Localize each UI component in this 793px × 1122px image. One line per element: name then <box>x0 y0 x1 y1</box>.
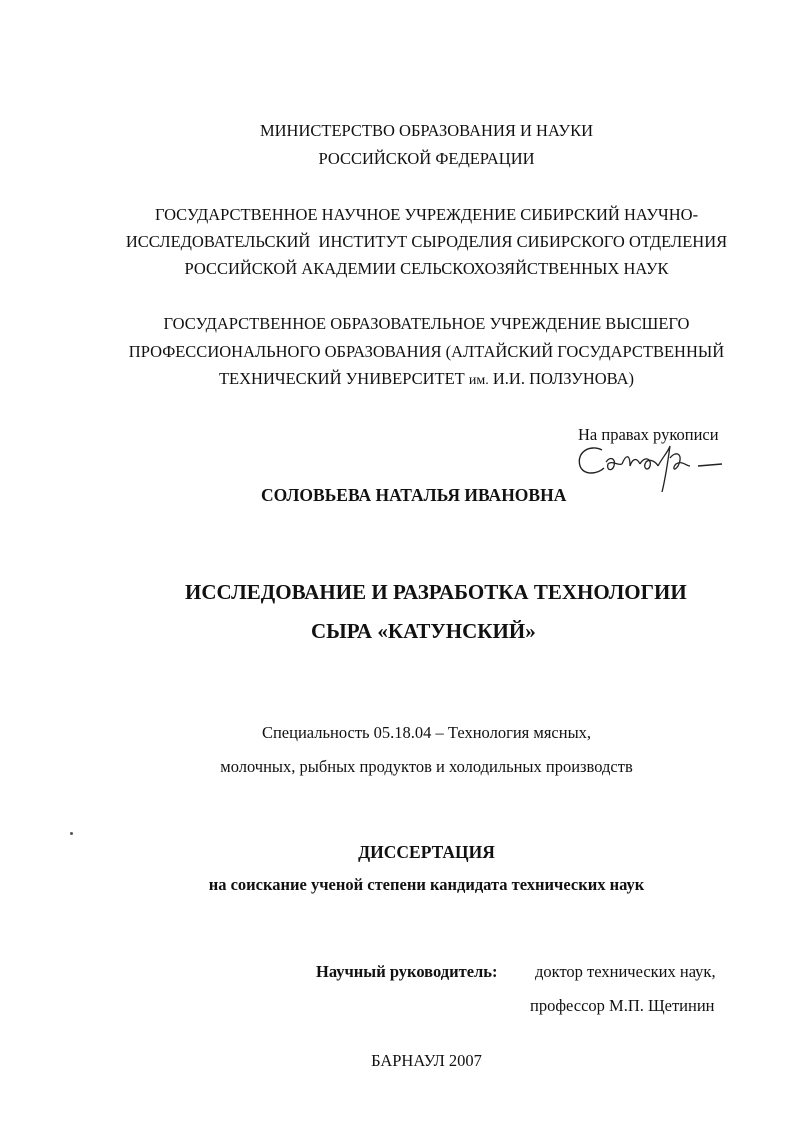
scan-speck <box>70 832 73 835</box>
manuscript-note: На правах рукописи <box>578 425 719 444</box>
thesis-title-line-1: ИССЛЕДОВАНИЕ И РАЗРАБОТКА ТЕХНОЛОГИИ <box>185 580 687 604</box>
university-line-3-part-a: ТЕХНИЧЕСКИЙ УНИВЕРСИТЕТ <box>218 369 469 388</box>
author-name: СОЛОВЬЕВА НАТАЛЬЯ ИВАНОВНА <box>261 485 567 505</box>
institute-line-3: РОССИЙСКОЙ АКАДЕМИИ СЕЛЬСКОХОЗЯЙСТВЕННЫХ НАУК <box>184 259 669 278</box>
institute-line-2: ИССЛЕДОВАТЕЛЬСКИЙ ИНСТИТУТ СЫРОДЕЛИЯ СИБИРСКОГО ОТДЕЛЕНИЯ <box>125 232 728 251</box>
institute-line-1: ГОСУДАРСТВЕННОЕ НАУЧНОЕ УЧРЕЖДЕНИЕ СИБИРСКИЙ НАУЧНО- <box>154 205 699 224</box>
university-line-3-part-c: И.И. ПОЛЗУНОВА) <box>488 369 635 388</box>
university-line-3 <box>0 369 793 391</box>
specialty-line-2: молочных, рыбных продуктов и холодильных производств <box>220 757 633 776</box>
supervisor-degree: доктор технических наук, <box>535 962 716 981</box>
dissertation-subheading: на соискание ученой степени кандидата технических наук <box>208 875 645 894</box>
university-line-3-im: им. <box>468 373 489 388</box>
handwritten-signature <box>572 436 732 498</box>
thesis-title-line-2: СЫРА «КАТУНСКИЙ» <box>311 619 536 643</box>
dissertation-heading: ДИССЕРТАЦИЯ <box>358 842 495 862</box>
university-line-2: ПРОФЕССИОНАЛЬНОГО ОБРАЗОВАНИЯ (АЛТАЙСКИЙ ГОСУДАРСТВЕННЫЙ <box>128 342 725 361</box>
supervisor-label: Научный руководитель: <box>316 962 498 981</box>
specialty-line-1: Специальность 05.18.04 – Технология мясных, <box>261 723 592 742</box>
university-line-1: ГОСУДАРСТВЕННОЕ ОБРАЗОВАТЕЛЬНОЕ УЧРЕЖДЕНИЕ ВЫСШЕГО <box>163 314 690 333</box>
ministry-line-1: МИНИСТЕРСТВО ОБРАЗОВАНИЯ И НАУКИ <box>259 121 594 140</box>
supervisor-name: профессор М.П. Щетинин <box>530 996 715 1015</box>
ministry-line-2: РОССИЙСКОЙ ФЕДЕРАЦИИ <box>318 149 535 168</box>
city-year: БАРНАУЛ 2007 <box>371 1051 482 1070</box>
